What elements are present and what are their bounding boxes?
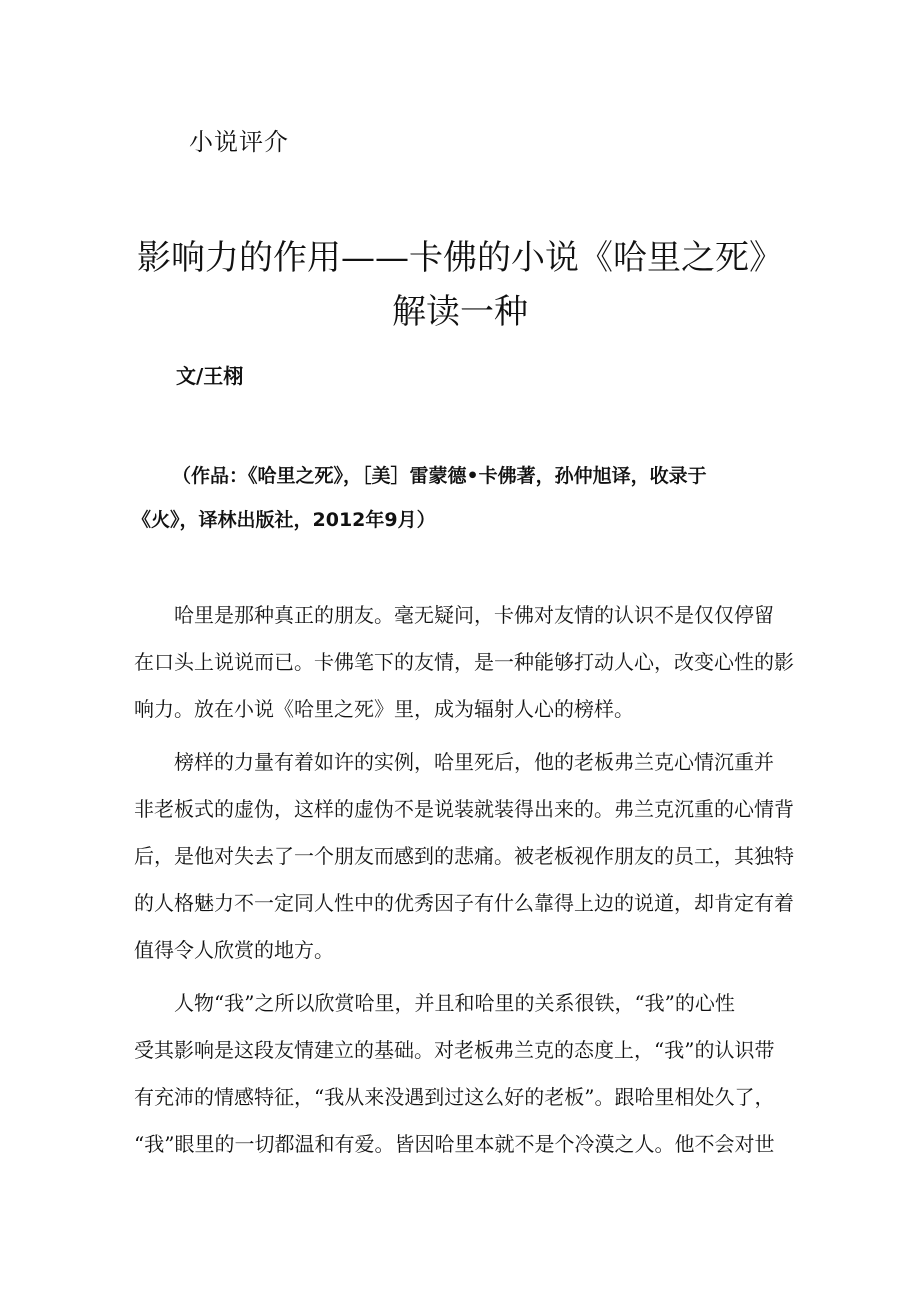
- paragraph-line: 非老板式的虚伪，这样的虚伪不是说装就装得出来的。弗兰克沉重的心情背: [134, 797, 794, 821]
- paragraph-line: 在口头上说说而已。卡佛笔下的友情，是一种能够打动人心，改变心性的影: [134, 650, 794, 674]
- title-line-1: 影响力的作用——卡佛的小说《哈里之死》: [137, 237, 783, 278]
- paragraph-2: [134, 739, 804, 974]
- paragraph-1: [134, 592, 804, 733]
- work-info: [132, 454, 802, 542]
- paragraph-line: 人物“我”之所以欣赏哈里，并且和哈里的关系很铁，“我”的心性: [174, 991, 735, 1015]
- title-line-2: 解读一种: [392, 291, 528, 332]
- author-byline: 文/王栩: [176, 364, 244, 388]
- paragraph-line: 受其影响是这段友情建立的基础。对老板弗兰克的态度上，“我”的认识带: [134, 1038, 775, 1062]
- work-info-line: 《火》，译林出版社，2012年9月）: [132, 509, 436, 531]
- paragraph-line: 响力。放在小说《哈里之死》里，成为辐射人心的榜样。: [134, 697, 634, 721]
- section-label: 小说评介: [189, 128, 289, 156]
- paragraph-line: 哈里是那种真正的朋友。毫无疑问，卡佛对友情的认识不是仅仅停留: [174, 603, 774, 627]
- paragraph-3: [134, 980, 804, 1168]
- work-info-line: （作品：《哈里之死》，［美］雷蒙德•卡佛著，孙仲旭译，收录于: [172, 465, 707, 487]
- article-title: [100, 231, 820, 339]
- paragraph-line: 榜样的力量有着如许的实例，哈里死后，他的老板弗兰克心情沉重并: [174, 750, 774, 774]
- article-body: [134, 592, 804, 1174]
- paragraph-line: “我”眼里的一切都温和有爱。皆因哈里本就不是个冷漠之人。他不会对世: [134, 1132, 775, 1156]
- paragraph-line: 值得令人欣赏的地方。: [134, 938, 334, 962]
- paragraph-line: 的人格魅力不一定同人性中的优秀因子有什么靠得上边的说道，却肯定有着: [134, 891, 794, 915]
- paragraph-line: 有充沛的情感特征，“我从来没遇到过这么好的老板”。跟哈里相处久了，: [134, 1085, 775, 1109]
- paragraph-line: 后，是他对失去了一个朋友而感到的悲痛。被老板视作朋友的员工，其独特: [134, 844, 794, 868]
